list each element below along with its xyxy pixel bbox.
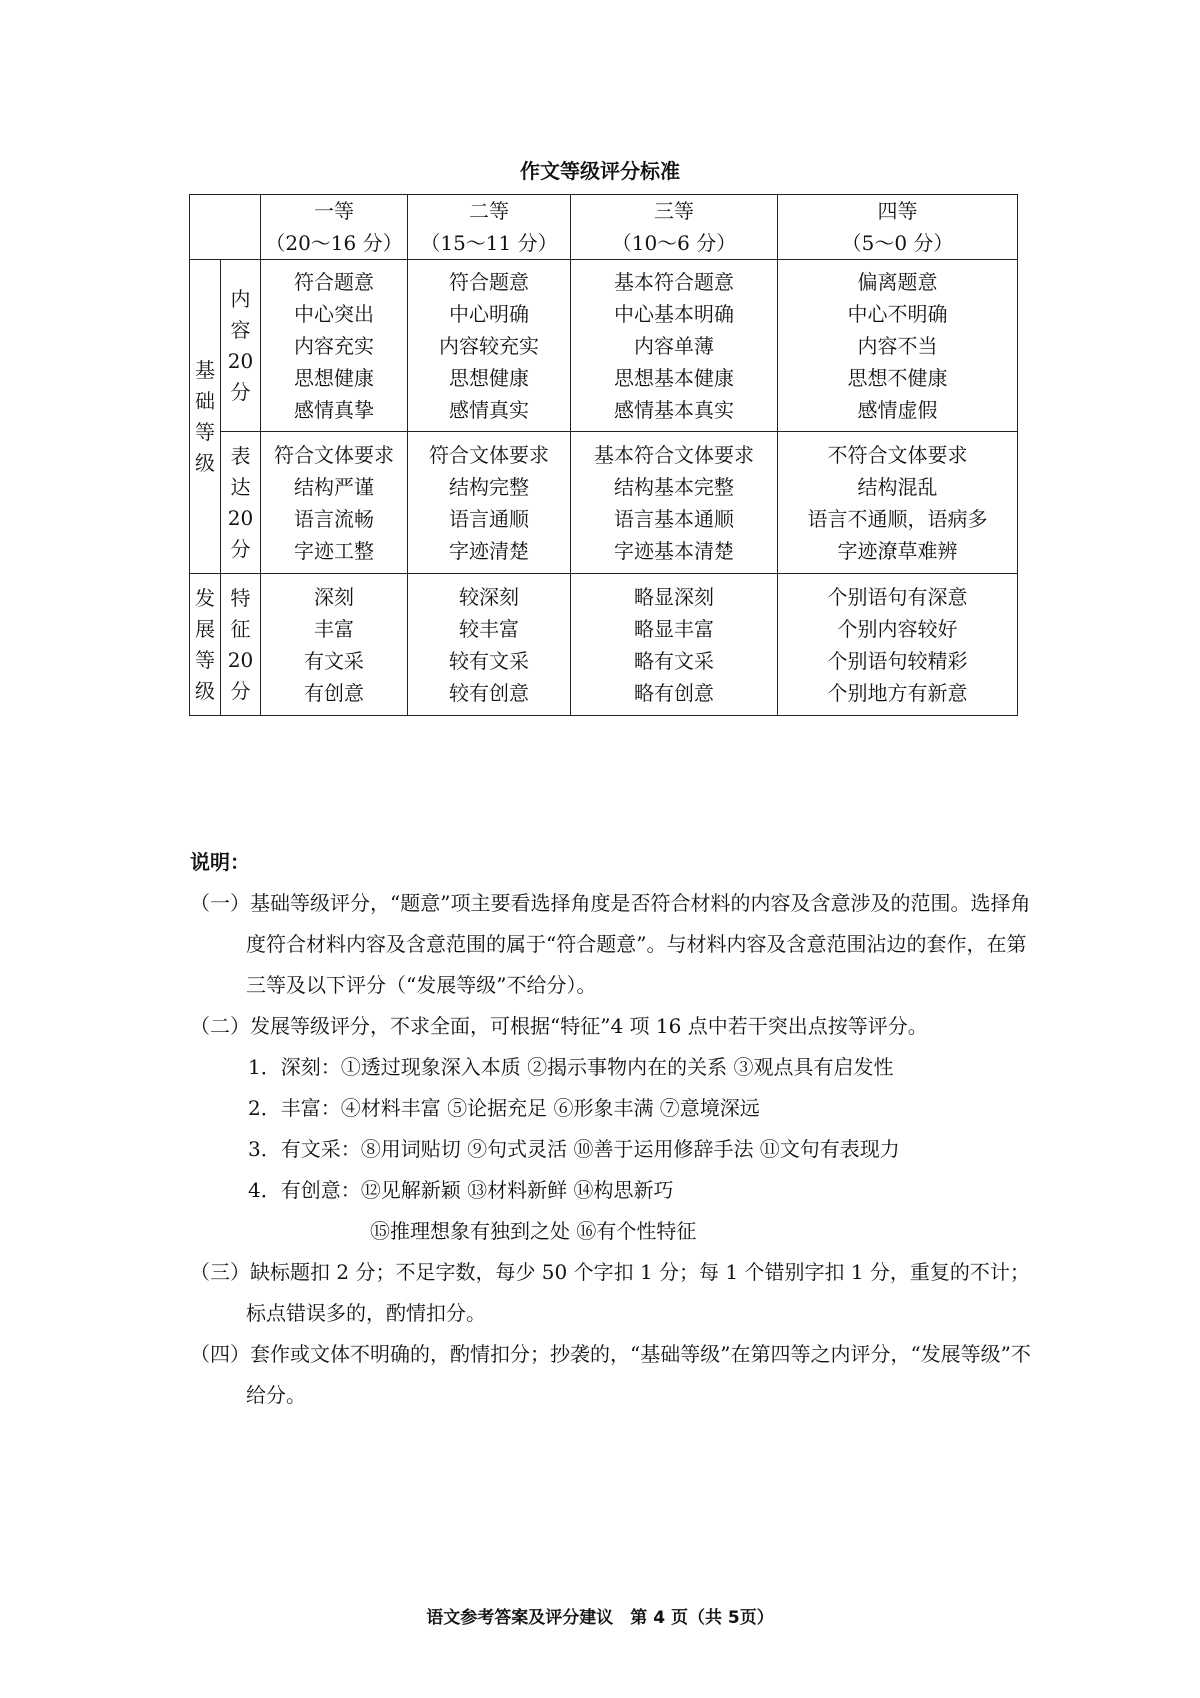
content-grade-4: 偏离题意 中心不明确 内容不当 思想不健康 感情虚假: [778, 260, 1018, 432]
note-2-item-2: 2．丰富：④材料丰富 ⑤论据充足 ⑥形象丰满 ⑦意境深远: [248, 1096, 760, 1120]
expression-grade-2: 符合文体要求 结构完整 语言通顺 字迹清楚: [408, 432, 571, 574]
expression-grade-3: 基本符合文体要求 结构基本完整 语言基本通顺 字迹基本清楚: [571, 432, 778, 574]
page-footer: 语文参考答案及评分建议 第 4 页（共 5页）: [426, 1608, 774, 1628]
basic-level-label: 基 础 等 级: [190, 260, 221, 574]
grade-header-1: 一等 （20～16 分）: [261, 195, 408, 260]
note-3: （三）缺标题扣 2 分；不足字数，每少 50 个字扣 1 分；每 1 个错别字扣 1 分，重复的不计；标点错误多的，酌情扣分。: [190, 1260, 1030, 1325]
corner-cell: [190, 195, 261, 260]
content-row: [190, 260, 1018, 432]
note-2-item-1: 1．深刻：①透过现象深入本质 ②揭示事物内在的关系 ③观点具有启发性: [248, 1055, 894, 1079]
content-grade-1: 符合题意 中心突出 内容充实 思想健康 感情真挚: [261, 260, 408, 432]
note-2-item-3: 3．有文采：⑧用词贴切 ⑨句式灵活 ⑩善于运用修辞手法 ⑪文句有表现力: [248, 1137, 900, 1161]
feature-label: 特 征 20 分: [221, 574, 261, 716]
content-label: 内 容 20 分: [221, 260, 261, 432]
notes-section: [190, 842, 1040, 1416]
grade-header-2: 二等 （15～11 分）: [408, 195, 571, 260]
expression-label: 表 达 20 分: [221, 432, 261, 574]
page-title: 作文等级评分标准: [520, 159, 680, 183]
development-level-label: 发 展 等 级: [190, 574, 221, 716]
content-grade-2: 符合题意 中心明确 内容较充实 思想健康 感情真实: [408, 260, 571, 432]
expression-grade-4: 不符合文体要求 结构混乱 语言不通顺，语病多 字迹潦草难辨: [778, 432, 1018, 574]
grade-header-4: 四等 （5～0 分）: [778, 195, 1018, 260]
note-2-item-4: 4．有创意：⑫见解新颖 ⑬材料新鲜 ⑭构思新巧: [248, 1178, 674, 1202]
notes-heading: 说明：: [190, 850, 250, 874]
feature-grade-1: 深刻 丰富 有文采 有创意: [261, 574, 408, 716]
header-row: [190, 195, 1018, 260]
note-4: （四）套作或文体不明确的，酌情扣分；抄袭的，“基础等级”在第四等之内评分，“发展等级”不给分。: [190, 1342, 1031, 1407]
feature-grade-2: 较深刻 较丰富 较有文采 较有创意: [408, 574, 571, 716]
feature-grade-3: 略显深刻 略显丰富 略有文采 略有创意: [571, 574, 778, 716]
note-1: （一）基础等级评分，“题意”项主要看选择角度是否符合材料的内容及含意涉及的范围。选择角度符合材料内容及含意范围的属于“符合题意”。与材料内容及含意范围沾边的套作，在第三等及以下评分（“发展等级”不给分）。: [190, 891, 1031, 997]
note-2-item-4-continued: ⑮推理想象有独到之处 ⑯有个性特征: [370, 1219, 697, 1243]
expression-row: [190, 432, 1018, 574]
feature-grade-4: 个别语句有深意 个别内容较好 个别语句较精彩 个别地方有新意: [778, 574, 1018, 716]
content-grade-3: 基本符合题意 中心基本明确 内容单薄 思想基本健康 感情基本真实: [571, 260, 778, 432]
feature-row: [190, 574, 1018, 716]
grading-table: [189, 194, 1018, 716]
grade-header-3: 三等 （10～6 分）: [571, 195, 778, 260]
note-2: （二）发展等级评分，不求全面，可根据“特征”4 项 16 点中若干突出点按等评分。: [190, 1014, 928, 1038]
expression-grade-1: 符合文体要求 结构严谨 语言流畅 字迹工整: [261, 432, 408, 574]
